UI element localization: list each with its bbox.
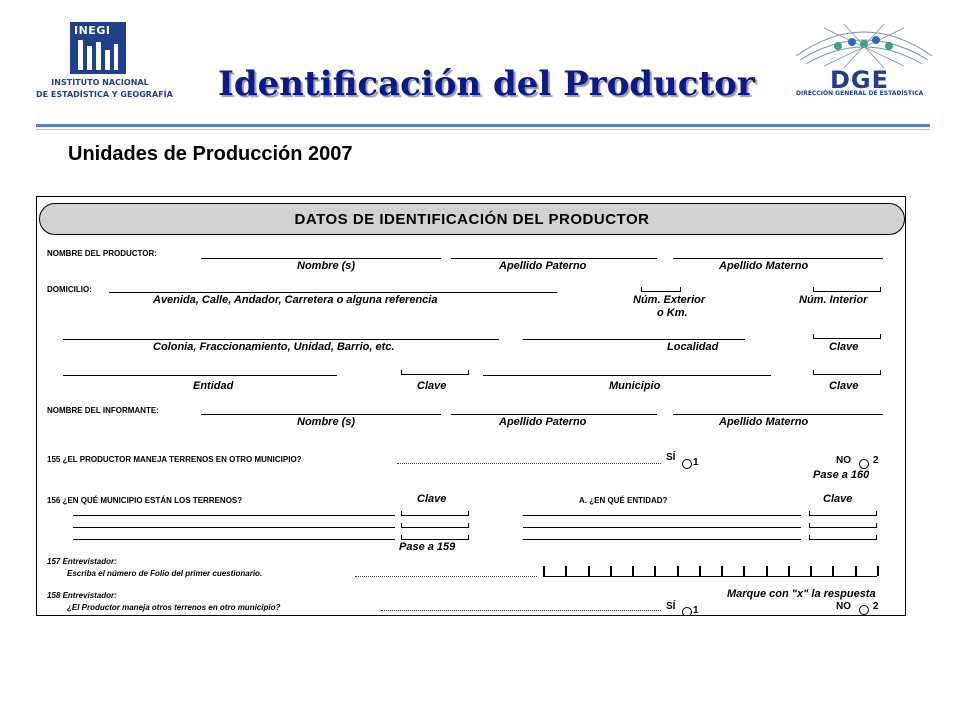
form-panel	[36, 196, 906, 616]
q155-no-label: NO	[836, 455, 851, 466]
folio-digit-divider	[877, 566, 879, 576]
apellido-materno-field[interactable]	[673, 258, 883, 259]
folio-digit-divider	[766, 566, 768, 576]
inegi-logo-line2: DE ESTADÍSTICA Y GEOGRAFÍA	[36, 90, 173, 99]
folio-digit-divider	[632, 566, 634, 576]
q158-no-option[interactable]	[859, 605, 869, 615]
municipio-clave-box[interactable]	[813, 370, 881, 375]
num-exterior-box[interactable]	[641, 287, 681, 292]
domicilio-label: DOMICILIO:	[47, 285, 92, 294]
colonia-caption: Colonia, Fraccionamiento, Unidad, Barrio, etc.	[153, 341, 395, 353]
inegi-logo-line1: INSTITUTO NACIONAL	[51, 78, 149, 87]
folio-digit-divider	[699, 566, 701, 576]
q156a-clave-caption: Clave	[823, 493, 853, 505]
folio-digit-divider	[588, 566, 590, 576]
dge-logo-word: DGE	[830, 66, 890, 94]
localidad-field[interactable]	[523, 339, 745, 340]
folio-digit-divider	[832, 566, 834, 576]
q158-no-code: 2	[873, 601, 879, 612]
num-interior-caption: Núm. Interior	[799, 294, 868, 306]
q157-text: Escriba el número de Folio del primer cuestionario.	[67, 569, 263, 578]
q155-si-code: 1	[693, 457, 699, 468]
clave-caption-1: Clave	[829, 341, 859, 353]
avenida-caption: Avenida, Calle, Andador, Carretera o alguna referencia	[153, 294, 438, 306]
localidad-caption: Localidad	[667, 341, 719, 353]
inegi-logo-word: INEGI	[74, 24, 111, 37]
folio-digit-divider	[810, 566, 812, 576]
q156-label: 156 ¿EN QUÉ MUNICIPIO ESTÁN LOS TERRENOS?	[47, 496, 243, 505]
q155-leader	[397, 463, 661, 464]
informante-nombre-field[interactable]	[201, 414, 441, 415]
q156a-entidad-line-3[interactable]	[523, 539, 801, 540]
q156a-clave-box-2[interactable]	[809, 523, 877, 528]
dge-globe-icon	[794, 20, 934, 70]
folio-digit-divider	[565, 566, 567, 576]
q156-clave-box-3[interactable]	[401, 535, 469, 540]
dge-logo-subtitle: DIRECCIÓN GENERAL DE ESTADÍSTICA	[796, 90, 924, 97]
domicilio-field[interactable]	[109, 292, 557, 293]
folio-digit-divider	[610, 566, 612, 576]
nombre-productor-field[interactable]	[201, 258, 441, 259]
localidad-clave-box[interactable]	[813, 334, 881, 339]
q156-municipio-line-1[interactable]	[73, 515, 395, 516]
form-heading: DATOS DE IDENTIFICACIÓN DEL PRODUCTOR	[294, 211, 650, 228]
informante-apellido-materno-field[interactable]	[673, 414, 883, 415]
informante-nombre-caption: Nombre (s)	[297, 416, 356, 428]
q158-text: ¿El Productor maneja otros terrenos en otro municipio?	[67, 603, 281, 612]
informante-apellido-paterno-caption: Apellido Paterno	[499, 416, 587, 428]
header-rule-thin	[36, 129, 930, 130]
page-title: Identificación del Productor	[218, 64, 755, 104]
form-right-rule	[905, 233, 906, 615]
q156a-clave-box-1[interactable]	[809, 511, 877, 516]
num-interior-box[interactable]	[813, 287, 881, 292]
q158-leader	[381, 610, 661, 611]
folio-digit-divider	[543, 566, 545, 576]
clave-caption-2: Clave	[417, 380, 447, 392]
marque-caption: Marque con "x" la respuesta	[727, 588, 876, 600]
q158-label: 158 Entrevistador:	[47, 591, 117, 600]
clave-caption-3: Clave	[829, 380, 859, 392]
q157-label: 157 Entrevistador:	[47, 557, 117, 566]
q156-clave-box-2[interactable]	[401, 523, 469, 528]
nombre-caption: Nombre (s)	[297, 260, 356, 272]
nombre-informante-label: NOMBRE DEL INFORMANTE:	[47, 406, 159, 415]
q155-no-code: 2	[873, 455, 879, 466]
nombre-productor-label: NOMBRE DEL PRODUCTOR:	[47, 249, 157, 258]
inegi-bars-icon	[76, 40, 120, 70]
municipio-caption: Municipio	[609, 380, 661, 392]
colonia-field[interactable]	[63, 339, 499, 340]
q158-no-label: NO	[836, 601, 851, 612]
pase-160-caption: Pase a 160	[813, 469, 870, 481]
entidad-clave-box[interactable]	[401, 370, 469, 375]
folio-digit-divider	[721, 566, 723, 576]
entidad-field[interactable]	[63, 375, 337, 376]
q155-si-label: SÍ	[666, 452, 676, 463]
page-subtitle: Unidades de Producción 2007	[68, 143, 353, 165]
q156a-entidad-line-1[interactable]	[523, 515, 801, 516]
inegi-logo-mark	[70, 22, 126, 74]
q156a-label: A. ¿EN QUÉ ENTIDAD?	[579, 496, 668, 505]
num-exterior-caption: Núm. Exterior	[633, 294, 706, 306]
municipio-field[interactable]	[483, 375, 771, 376]
entidad-caption: Entidad	[193, 380, 234, 392]
informante-apellido-paterno-field[interactable]	[451, 414, 657, 415]
q158-si-option[interactable]	[682, 607, 692, 616]
header-rule	[36, 124, 930, 127]
q156a-entidad-line-2[interactable]	[523, 527, 801, 528]
informante-apellido-materno-caption: Apellido Materno	[719, 416, 809, 428]
q156-clave-box-1[interactable]	[401, 511, 469, 516]
q155-si-option[interactable]	[682, 459, 692, 469]
o-km-caption: o Km.	[657, 307, 688, 319]
apellido-materno-caption: Apellido Materno	[719, 260, 809, 272]
folio-digit-divider	[855, 566, 857, 576]
q157-leader	[355, 576, 537, 577]
q158-si-label: SÍ	[666, 601, 676, 612]
q156a-clave-box-3[interactable]	[809, 535, 877, 540]
form-heading-band	[39, 203, 905, 235]
q155-no-option[interactable]	[859, 459, 869, 469]
apellido-paterno-caption: Apellido Paterno	[499, 260, 587, 272]
q156-municipio-line-3[interactable]	[73, 539, 395, 540]
folio-digit-divider	[788, 566, 790, 576]
folio-number-boxes[interactable]	[543, 565, 877, 577]
q156-clave-caption: Clave	[417, 493, 447, 505]
folio-baseline	[543, 576, 877, 577]
apellido-paterno-field[interactable]	[451, 258, 657, 259]
q158-si-code: 1	[693, 605, 699, 616]
folio-digit-divider	[677, 566, 679, 576]
folio-digit-divider	[654, 566, 656, 576]
q155-label: 155 ¿EL PRODUCTOR MANEJA TERRENOS EN OTRO MUNICIPIO?	[47, 455, 302, 464]
pase-159-caption: Pase a 159	[399, 541, 456, 553]
q156-municipio-line-2[interactable]	[73, 527, 395, 528]
folio-digit-divider	[743, 566, 745, 576]
